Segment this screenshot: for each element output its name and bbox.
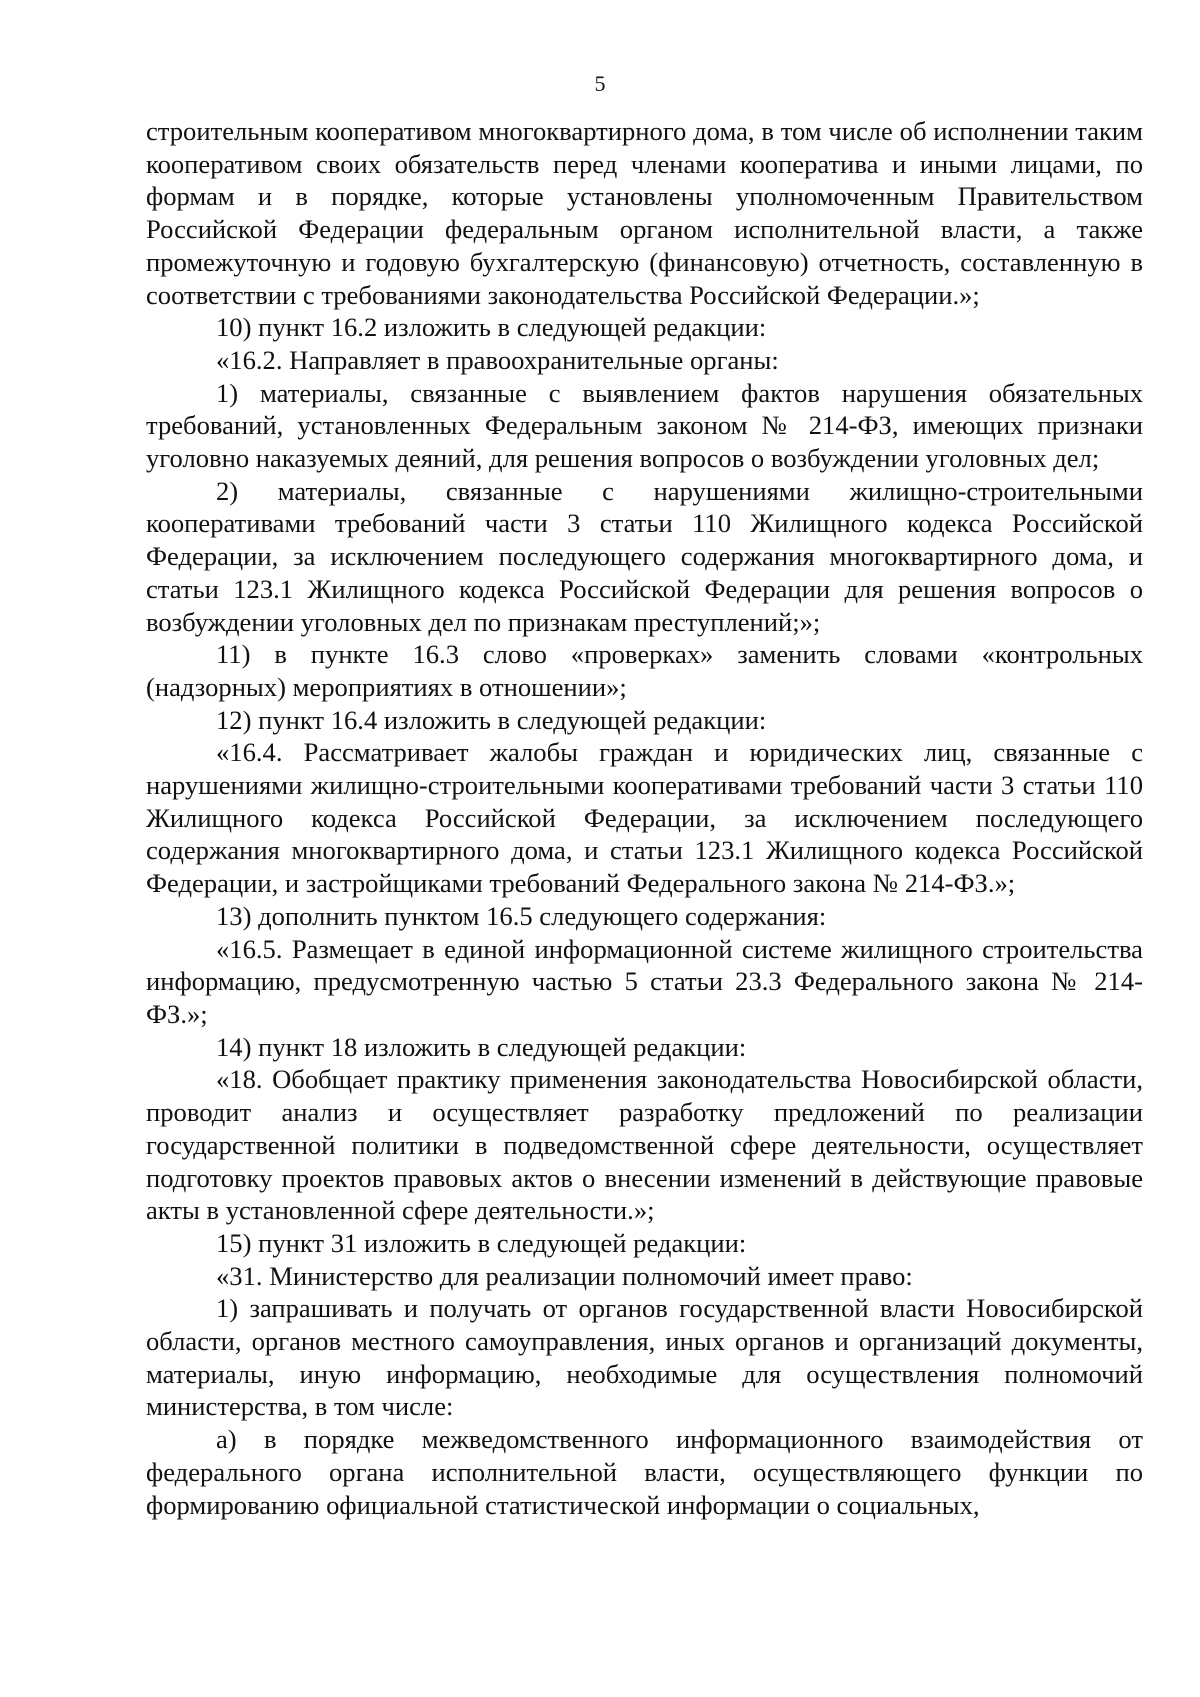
- paragraph: 11) в пункте 16.3 слово «проверках» заменить словами «контрольных (надзорных) мероприятиях в отношении»;: [146, 639, 1143, 702]
- paragraph: 12) пункт 16.4 изложить в следующей редакции:: [216, 704, 767, 735]
- document-body: [146, 115, 1143, 1521]
- paragraph: «18. Обобщает практику применения законодательства Новосибирской области, проводит анализ и осуществляет разработку предложений по реализации государственной политики в подведомственной сфере деятельности, осуществляет подготовку проектов правовых актов о внесении изменений в действующие правовые акты в установленной сфере деятельности.»;: [146, 1064, 1143, 1226]
- paragraph: 1) материалы, связанные с выявлением фактов нарушения обязательных требований, установленных Федеральным законом № 214-ФЗ, имеющих признаки уголовно наказуемых деяний, для решения вопросов о возбуждении уголовных дел;: [146, 377, 1143, 474]
- paragraph: строительным кооперативом многоквартирного дома, в том числе об исполнении таким кооперативом своих обязательств перед членами кооператива и иными лицами, по формам и в порядке, которые установлены уполномоченным Правительством Российской Федерации федеральным органом исполнительной власти, а также промежуточную и годовую бухгалтерскую (финансовую) отчетность, составленную в соответствии с требованиями законодательства Российской Федерации.»;: [146, 116, 1143, 310]
- paragraph: а) в порядке межведомственного информационного взаимодействия от федерального органа исполнительной власти, осуществляющего функции по формированию официальной статистической информации о социальных,: [146, 1424, 1143, 1520]
- paragraph: 13) дополнить пунктом 16.5 следующего содержания:: [216, 900, 827, 931]
- page-number: 5: [594, 71, 606, 96]
- paragraph: «31. Министерство для реализации полномочий имеет право:: [216, 1260, 913, 1291]
- paragraph: 14) пункт 18 изложить в следующей редакции:: [216, 1031, 747, 1062]
- paragraph: 2) материалы, связанные с нарушениями жилищно-строительными кооперативами требований части 3 статьи 110 Жилищного кодекса Российской Федерации, за исключением последующего содержания многоквартирного дома, и статьи 123.1 Жилищного кодекса Российской Федерации для решения вопросов о возбуждении уголовных дел по признакам преступлений;»;: [146, 475, 1143, 637]
- paragraph: 10) пункт 16.2 изложить в следующей редакции:: [216, 312, 767, 343]
- paragraph: 15) пункт 31 изложить в следующей редакции:: [216, 1227, 747, 1258]
- paragraph: «16.5. Размещает в единой информационной системе жилищного строительства информацию, предусмотренную частью 5 статьи 23.3 Федерального закона № 214-ФЗ.»;: [146, 933, 1143, 1029]
- paragraph: 1) запрашивать и получать от органов государственной власти Новосибирской области, органов местного самоуправления, иных органов и организаций документы, материалы, иную информацию, необходимые для осуществления полномочий министерства, в том числе:: [146, 1293, 1143, 1422]
- paragraph: «16.2. Направляет в правоохранительные органы:: [216, 344, 779, 375]
- paragraph: «16.4. Рассматривает жалобы граждан и юридических лиц, связанные с нарушениями жилищно-строительными кооперативами требований части 3 статьи 110 Жилищного кодекса Российской Федерации, за исключением последующего содержания многоквартирного дома, и статьи 123.1 Жилищного кодекса Российской Федерации, и застройщиками требований Федерального закона № 214-ФЗ.»;: [146, 737, 1143, 899]
